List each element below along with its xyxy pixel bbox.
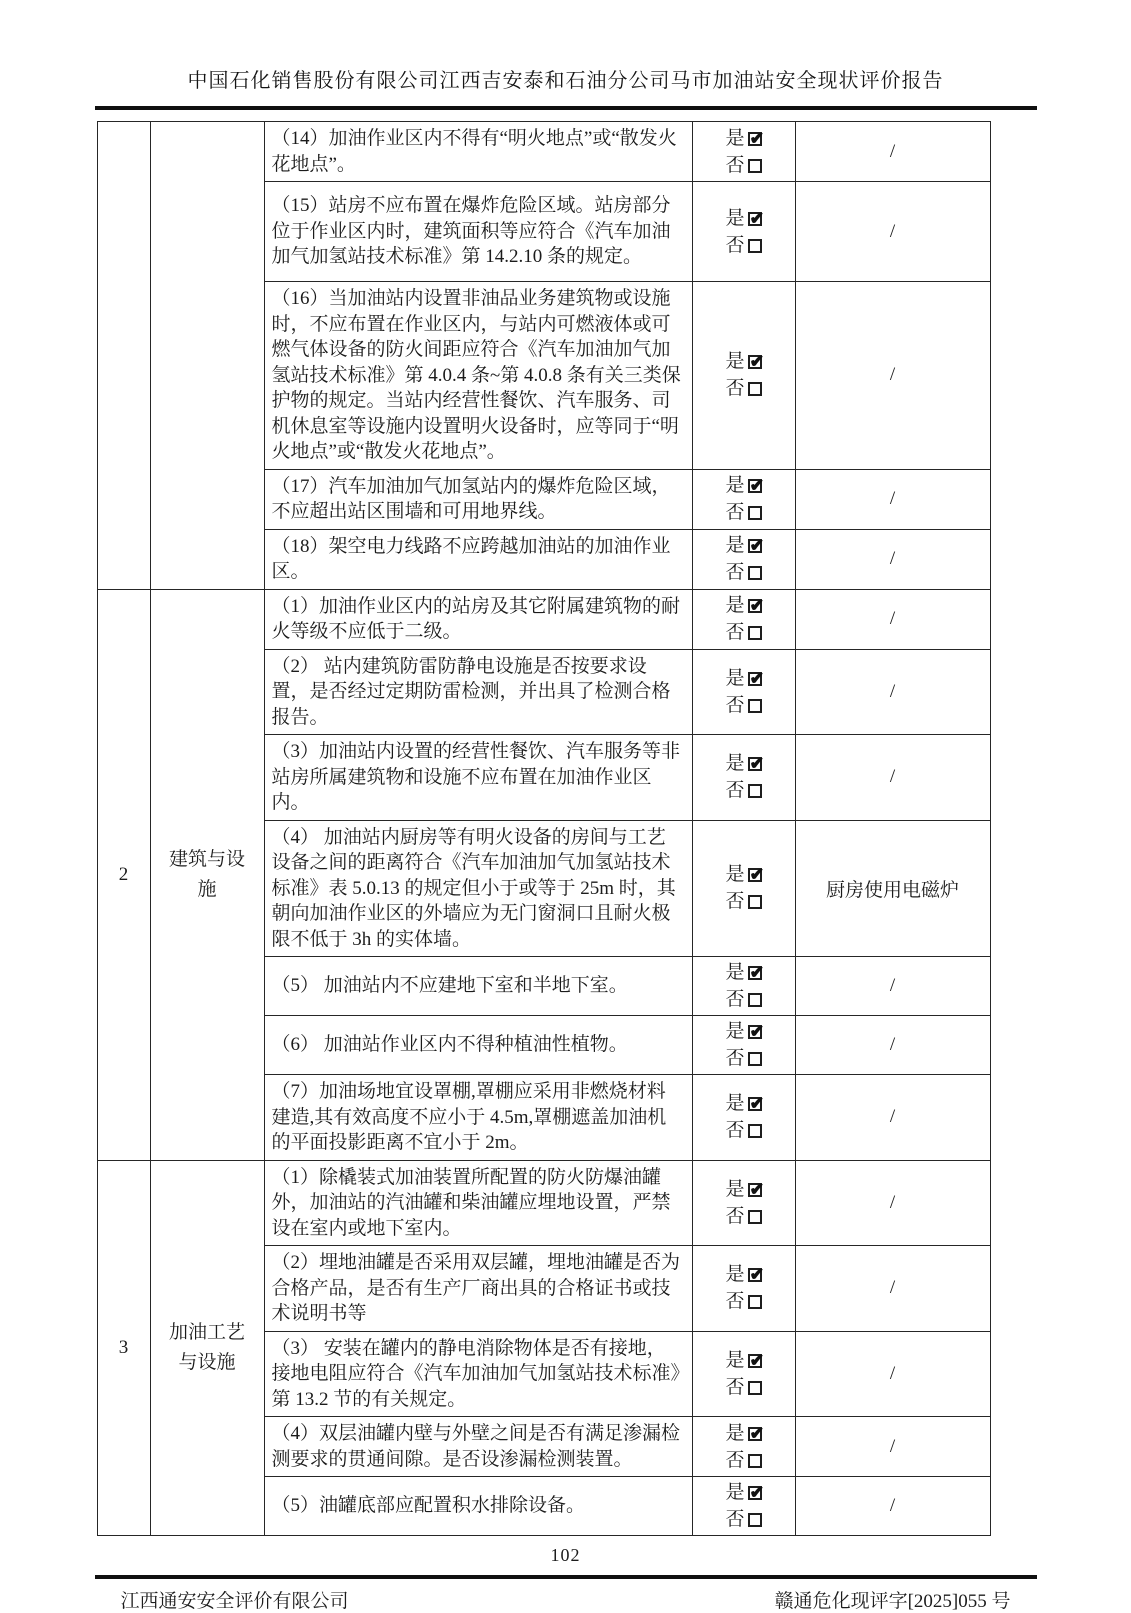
page-title: 中国石化销售股份有限公司江西吉安泰和石油分公司马市加油站安全现状评价报告 — [187, 70, 944, 92]
no-label: 否 — [725, 1449, 745, 1471]
row-content: （2） 站内建筑防雷防静电设施是否按要求设置，是否经过定期防雷检测，并出具了检测合格报告。 — [264, 649, 692, 735]
no-label: 否 — [725, 234, 745, 256]
yes-label: 是 — [725, 753, 745, 775]
footer-company: 江西通安安全评价有限公司 — [120, 1590, 349, 1612]
row-content: （15）站房不应布置在爆炸危险区域。站房部分位于作业区内时，建筑面积等应符合《汽车加油加气加氢站技术标准》第 14.2.10 条的规定。 — [264, 182, 692, 282]
yesno-cell — [692, 282, 795, 470]
checkbox-empty-icon — [748, 506, 762, 520]
checkbox-empty-icon — [748, 1052, 762, 1066]
checkbox-checked-icon — [748, 212, 762, 226]
audit-table — [97, 121, 991, 1536]
yes-label: 是 — [725, 864, 745, 886]
no-label: 否 — [725, 378, 745, 400]
checkbox-empty-icon — [748, 1381, 762, 1395]
checkbox-checked-icon — [748, 672, 762, 686]
checkbox-checked-icon — [748, 1427, 762, 1441]
yesno-cell — [692, 1331, 795, 1417]
no-label: 否 — [725, 1291, 745, 1313]
table-row — [97, 589, 990, 649]
row-category — [150, 122, 264, 590]
no-label: 否 — [725, 1048, 745, 1069]
remark-cell: / — [795, 1016, 990, 1075]
no-label: 否 — [725, 154, 745, 176]
no-label: 否 — [725, 622, 745, 643]
yesno-cell — [692, 122, 795, 182]
no-label: 否 — [725, 502, 745, 523]
row-content: （1）除橇装式加油装置所配置的防火防爆油罐外，加油站的汽油罐和柴油罐应埋地设置，严禁设在室内或地下室内。 — [264, 1160, 692, 1246]
no-label: 否 — [725, 1376, 745, 1398]
row-category: 加油工艺与设施 — [150, 1160, 264, 1536]
checkbox-empty-icon — [748, 239, 762, 253]
yes-label: 是 — [725, 1422, 745, 1444]
checkbox-empty-icon — [748, 626, 762, 640]
no-label: 否 — [725, 1205, 745, 1227]
checkbox-checked-icon — [748, 355, 762, 369]
remark-cell: / — [795, 1417, 990, 1477]
yes-label: 是 — [725, 351, 745, 373]
checkbox-checked-icon — [748, 1486, 762, 1500]
remark-cell: / — [795, 735, 990, 821]
no-label: 否 — [725, 1120, 745, 1142]
yesno-cell — [692, 1246, 795, 1332]
checkbox-checked-icon — [748, 599, 762, 613]
remark-cell: / — [795, 122, 990, 182]
yes-label: 是 — [725, 667, 745, 689]
yesno-cell — [692, 735, 795, 821]
row-content: （3）加油站内设置的经营性餐饮、汽车服务等非站房所属建筑物和设施不应布置在加油作业区内。 — [264, 735, 692, 821]
table-row — [97, 122, 990, 182]
no-label: 否 — [725, 1509, 745, 1530]
checkbox-checked-icon — [748, 966, 762, 980]
checkbox-empty-icon — [748, 1124, 762, 1138]
checkbox-checked-icon — [748, 1354, 762, 1368]
yesno-cell — [692, 1075, 795, 1161]
row-content: （17）汽车加油加气加氢站内的爆炸危险区域，不应超出站区围墙和可用地界线。 — [264, 469, 692, 529]
report-page — [95, 0, 1037, 1613]
checkbox-checked-icon — [748, 757, 762, 771]
checkbox-checked-icon — [748, 539, 762, 553]
checkbox-empty-icon — [748, 993, 762, 1007]
table-row — [97, 1160, 990, 1246]
yesno-cell — [692, 469, 795, 529]
no-label: 否 — [725, 562, 745, 583]
checkbox-checked-icon — [748, 868, 762, 882]
checkbox-checked-icon — [748, 1097, 762, 1111]
checkbox-empty-icon — [748, 895, 762, 909]
checkbox-checked-icon — [748, 132, 762, 146]
yes-label: 是 — [725, 1178, 745, 1200]
remark-cell: / — [795, 1477, 990, 1536]
remark-cell: / — [795, 1246, 990, 1332]
yesno-cell — [692, 1417, 795, 1477]
checkbox-empty-icon — [748, 1513, 762, 1527]
remark-cell: / — [795, 1075, 990, 1161]
row-content: （5） 加油站内不应建地下室和半地下室。 — [264, 957, 692, 1016]
yesno-cell — [692, 649, 795, 735]
checkbox-empty-icon — [748, 159, 762, 173]
yesno-cell — [692, 820, 795, 957]
row-number: 2 — [97, 589, 150, 1160]
yesno-cell — [692, 1160, 795, 1246]
remark-cell: / — [795, 1160, 990, 1246]
yesno-cell — [692, 182, 795, 282]
yes-label: 是 — [725, 1482, 745, 1503]
checkbox-checked-icon — [748, 479, 762, 493]
yes-label: 是 — [725, 1264, 745, 1286]
row-content: （14）加油作业区内不得有“明火地点”或“散发火花地点”。 — [264, 122, 692, 182]
checkbox-empty-icon — [748, 1295, 762, 1309]
remark-cell: / — [795, 529, 990, 589]
yes-label: 是 — [725, 1349, 745, 1371]
remark-cell: / — [795, 1331, 990, 1417]
no-label: 否 — [725, 989, 745, 1010]
no-label: 否 — [725, 891, 745, 913]
yes-label: 是 — [725, 595, 745, 616]
header-rule — [95, 106, 1037, 110]
row-content: （4）双层油罐内壁与外壁之间是否有满足渗漏检测要求的贯通间隙。是否设渗漏检测装置。 — [264, 1417, 692, 1477]
checkbox-empty-icon — [748, 382, 762, 396]
checkbox-empty-icon — [748, 699, 762, 713]
yesno-cell — [692, 1477, 795, 1536]
row-content: （16）当加油站内设置非油品业务建筑物或设施时，不应布置在作业区内，与站内可燃液体或可燃气体设备的防火间距应符合《汽车加油加气加氢站技术标准》第 4.0.4 条~第 4.0.8 条有关三类保护物的规定。当站内经营性餐饮、汽车服务、司机休息室等设施内设置明火设备时，应等同于“明火地点”或“散发火花地点”。 — [264, 282, 692, 470]
row-content: （1）加油作业区内的站房及其它附属建筑物的耐火等级不应低于二级。 — [264, 589, 692, 649]
row-content: （6） 加油站作业区内不得种植油性植物。 — [264, 1016, 692, 1075]
yesno-cell — [692, 589, 795, 649]
yes-label: 是 — [725, 535, 745, 556]
row-content: （5）油罐底部应配置积水排除设备。 — [264, 1477, 692, 1536]
remark-cell: 厨房使用电磁炉 — [795, 820, 990, 957]
row-number: 3 — [97, 1160, 150, 1536]
remark-cell: / — [795, 957, 990, 1016]
yes-label: 是 — [725, 127, 745, 149]
yes-label: 是 — [725, 475, 745, 496]
yesno-cell — [692, 1016, 795, 1075]
yes-label: 是 — [725, 207, 745, 229]
yes-label: 是 — [725, 1021, 745, 1042]
yesno-cell — [692, 957, 795, 1016]
row-number — [97, 122, 150, 590]
checkbox-empty-icon — [748, 784, 762, 798]
checkbox-empty-icon — [748, 566, 762, 580]
yesno-cell — [692, 529, 795, 589]
remark-cell: / — [795, 589, 990, 649]
row-content: （7）加油场地宜设罩棚,罩棚应采用非燃烧材料建造,其有效高度不应小于 4.5m,罩棚遮盖加油机的平面投影距离不宜小于 2m。 — [264, 1075, 692, 1161]
yes-label: 是 — [725, 1093, 745, 1115]
remark-cell: / — [795, 469, 990, 529]
row-content: （18）架空电力线路不应跨越加油站的加油作业区。 — [264, 529, 692, 589]
remark-cell: / — [795, 649, 990, 735]
page-footer — [95, 1579, 1037, 1613]
no-label: 否 — [725, 694, 745, 716]
row-category: 建筑与设施 — [150, 589, 264, 1160]
row-content: （3） 安装在罐内的静电消除物体是否有接地，接地电阻应符合《汽车加油加气加氢站技术标准》第 13.2 节的有关规定。 — [264, 1331, 692, 1417]
checkbox-empty-icon — [748, 1210, 762, 1224]
yes-label: 是 — [725, 962, 745, 983]
checkbox-checked-icon — [748, 1025, 762, 1039]
remark-cell: / — [795, 282, 990, 470]
footer-doc-number: 赣通危化现评字[2025]055 号 — [774, 1590, 1011, 1612]
row-content: （2）埋地油罐是否采用双层罐，埋地油罐是否为合格产品，是否有生产厂商出具的合格证书或技术说明书等 — [264, 1246, 692, 1332]
remark-cell: / — [795, 182, 990, 282]
row-content: （4） 加油站内厨房等有明火设备的房间与工艺设备之间的距离符合《汽车加油加气加氢站技术标准》表 5.0.13 的规定但小于或等于 25m 时，其朝向加油作业区的外墙应为无门窗洞口且耐火极限不低于 3h 的实体墙。 — [264, 820, 692, 957]
checkbox-checked-icon — [748, 1268, 762, 1282]
checkbox-checked-icon — [748, 1183, 762, 1197]
page-number: 102 — [550, 1545, 581, 1565]
checkbox-empty-icon — [748, 1454, 762, 1468]
no-label: 否 — [725, 780, 745, 802]
